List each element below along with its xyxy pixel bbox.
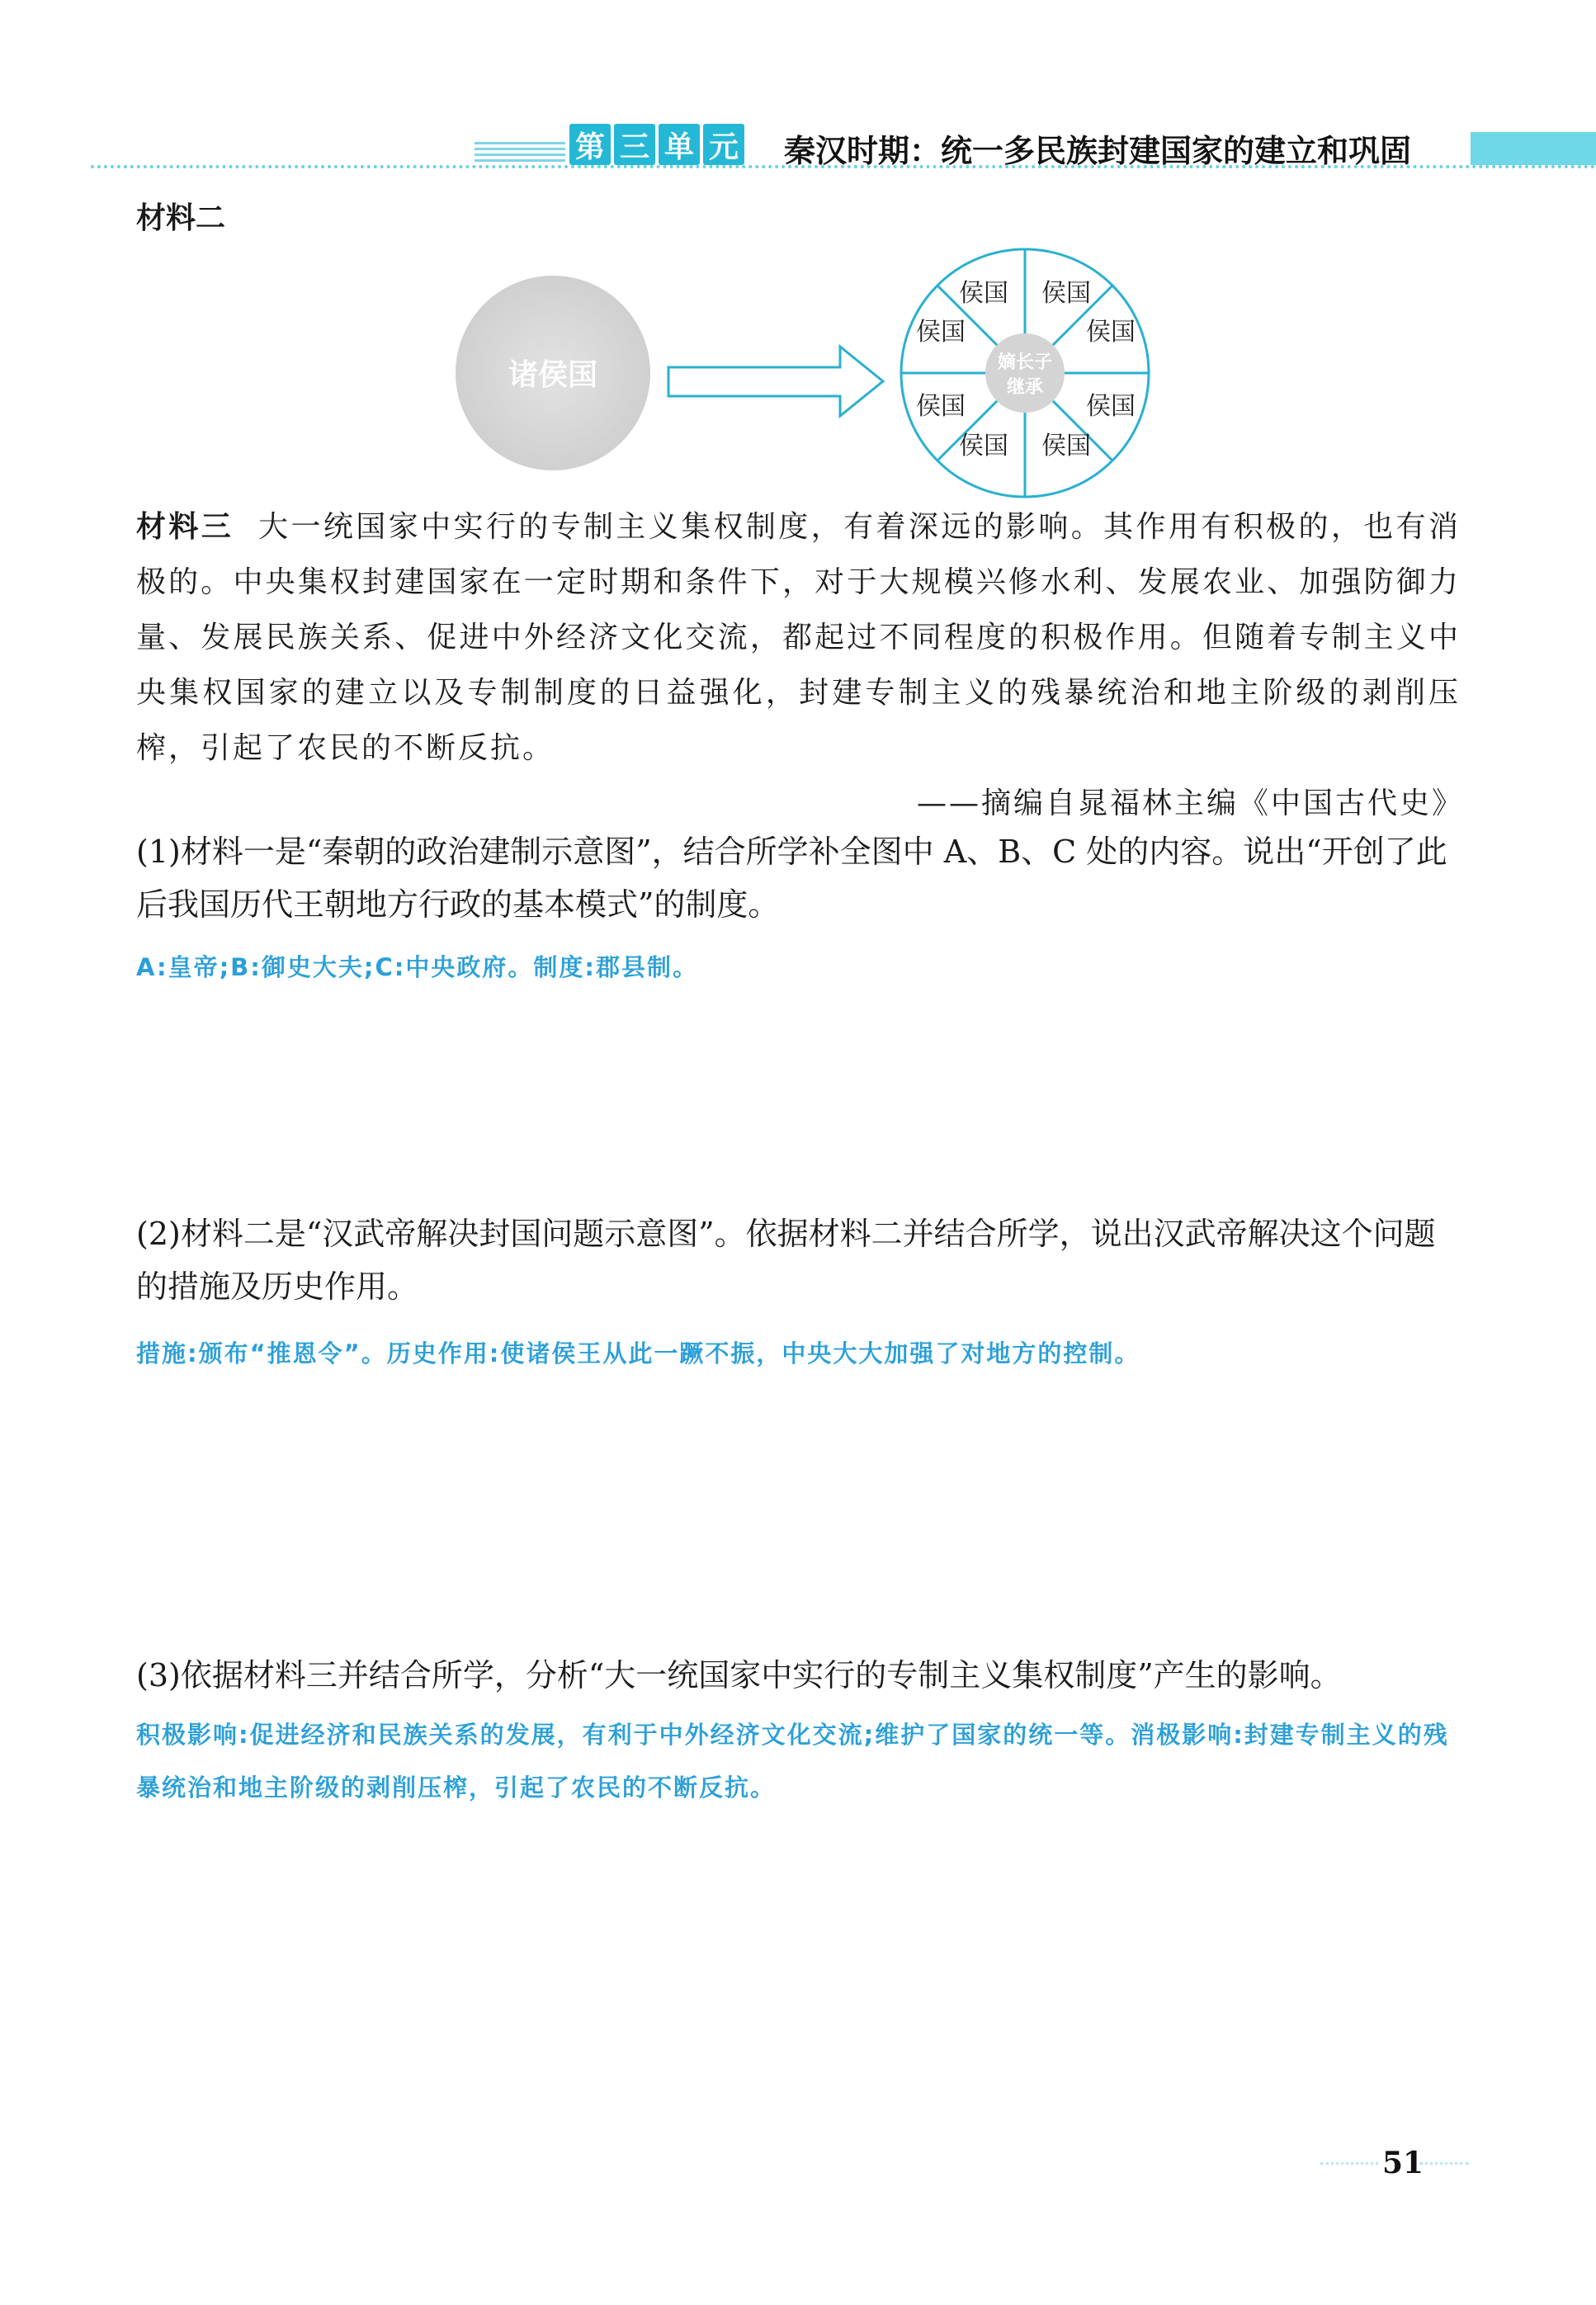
material-3-source: ——摘编自晁福林主编《中国古代史》 bbox=[916, 786, 1464, 820]
vassal-state-text: 诸侯国 bbox=[508, 358, 598, 392]
unit-badge-char: 单 bbox=[659, 124, 700, 165]
header-color-block bbox=[1471, 132, 1596, 165]
marquisate-label: 侯国 bbox=[959, 279, 1008, 308]
header-decoration bbox=[475, 142, 565, 165]
unit-badge-group bbox=[569, 124, 744, 165]
material-3-label: 材料三 bbox=[136, 510, 234, 544]
answer-2: 措施:颁布“推恩令”。历史作用:使诸侯王从此一蹶不振，中央大大加强了对地方的控制。 bbox=[136, 1339, 1140, 1367]
question-3: (3)依据材料三并结合所学，分析“大一统国家中实行的专制主义集权制度”产生的影响。 bbox=[136, 1657, 1342, 1693]
transform-arrow bbox=[668, 347, 883, 416]
answer-3: 积极影响:促进经济和民族关系的发展，有利于中外经济文化交流;维护了国家的统一等。消极影响:封建专制主义的残暴统治和地主阶级的剥削压榨，引起了农民的不断反抗。 bbox=[136, 1721, 1449, 1802]
marquisate-label: 侯国 bbox=[1086, 318, 1136, 347]
marquisate-label: 侯国 bbox=[1041, 432, 1091, 461]
material-3-paragraph bbox=[136, 499, 1461, 776]
feudal-state-diagram bbox=[446, 248, 1188, 503]
heir-text: 继承 bbox=[1006, 377, 1044, 398]
marquisate-label: 侯国 bbox=[1041, 279, 1091, 308]
unit-badge-char: 三 bbox=[614, 124, 655, 165]
header-divider bbox=[91, 165, 1596, 168]
divided-state-circle bbox=[901, 249, 1149, 497]
marquisate-label: 侯国 bbox=[1086, 392, 1136, 421]
unit-title: 秦汉时期：统一多民族封建国家的建立和巩固 bbox=[784, 133, 1412, 169]
answer-1: A:皇帝;B:御史大夫;C:中央政府。制度:郡县制。 bbox=[136, 953, 698, 981]
question-1: (1)材料一是“秦朝的政治建制示意图”，结合所学补全图中 A、B、C 处的内容。说出“开创了此后我国历代王朝地方行政的基本模式”的制度。 bbox=[136, 834, 1447, 923]
page-number-decoration bbox=[1419, 2162, 1469, 2165]
material-3-text: 大一统国家中实行的专制主义集权制度，有着深远的影响。其作用有积极的，也有消极的。中央集权封建国家在一定时期和条件下，对于大规模兴修水利、发展农业、加强防御力量、发展民族关系、促进中外经济文化交流，都起过不同程度的积极作用。但随着专制主义中央集权国家的建立以及专制制度的日益强化，封建专制主义的残暴统治和地主阶级的剥削压榨，引起了农民的不断反抗。 bbox=[136, 510, 1461, 765]
marquisate-label: 侯国 bbox=[916, 318, 966, 347]
marquisate-label: 侯国 bbox=[916, 392, 966, 421]
unit-badge-char: 元 bbox=[703, 124, 744, 165]
marquisate-label: 侯国 bbox=[959, 432, 1008, 461]
question-2: (2)材料二是“汉武帝解决封国问题示意图”。依据材料二并结合所学，说出汉武帝解决这个问题的措施及历史作用。 bbox=[136, 1216, 1436, 1305]
material-2-label: 材料二 bbox=[136, 201, 226, 235]
page-number: 51 bbox=[1382, 2146, 1424, 2180]
unit-badge-char: 第 bbox=[569, 124, 611, 165]
heir-text: 嫡长子 bbox=[997, 352, 1053, 373]
page-number-decoration bbox=[1320, 2162, 1378, 2165]
